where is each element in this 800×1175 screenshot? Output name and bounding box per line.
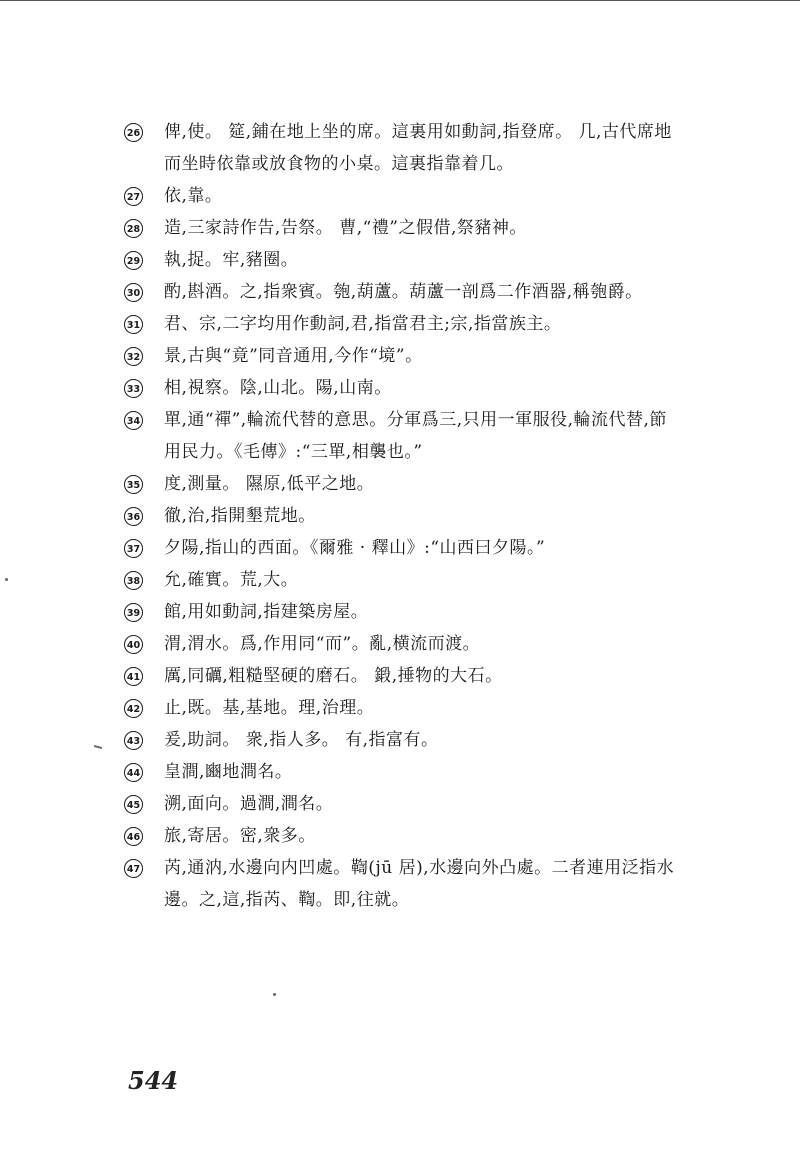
note-item bbox=[124, 212, 684, 244]
note-number: 38 bbox=[124, 571, 143, 590]
note-item bbox=[124, 852, 684, 916]
note-number: 35 bbox=[124, 475, 143, 494]
note-text: 皇澗,豳地澗名。 bbox=[164, 762, 293, 782]
note-text: 徹,治,指開墾荒地。 bbox=[164, 506, 316, 526]
note-number: 27 bbox=[124, 187, 143, 206]
note-item bbox=[124, 820, 684, 852]
note-item bbox=[124, 276, 684, 308]
note-number: 40 bbox=[124, 635, 143, 654]
note-item bbox=[124, 116, 684, 180]
note-item bbox=[124, 244, 684, 276]
note-item bbox=[124, 340, 684, 372]
note-item bbox=[124, 788, 684, 820]
note-number: 45 bbox=[124, 795, 143, 814]
note-item bbox=[124, 628, 684, 660]
note-text: 厲,同礪,粗糙堅硬的磨石。 鍛,捶物的大石。 bbox=[164, 666, 503, 686]
note-item bbox=[124, 500, 684, 532]
note-text: 俾,使。 筵,鋪在地上坐的席。這裏用如動詞,指登席。 几,古代席地而坐時依靠或放食物的小桌。這裏指靠着几。 bbox=[164, 122, 672, 174]
note-text: 允,確實。荒,大。 bbox=[164, 570, 299, 590]
note-text: 造,三家詩作告,告祭。 曹,“禮”之假借,祭豬神。 bbox=[164, 218, 527, 238]
note-item bbox=[124, 404, 684, 468]
note-text: 爰,助詞。 衆,指人多。 有,指富有。 bbox=[164, 730, 439, 750]
note-number: 33 bbox=[124, 379, 143, 398]
page-top-border bbox=[0, 0, 800, 1]
note-item bbox=[124, 532, 684, 564]
note-text: 度,測量。 隰原,低平之地。 bbox=[164, 474, 375, 494]
note-number: 36 bbox=[124, 507, 143, 526]
note-number: 26 bbox=[124, 123, 143, 142]
note-text: 相,視察。陰,山北。陽,山南。 bbox=[164, 378, 392, 398]
note-item bbox=[124, 468, 684, 500]
note-item bbox=[124, 756, 684, 788]
note-text: 旅,寄居。密,衆多。 bbox=[164, 826, 316, 846]
note-number: 31 bbox=[124, 315, 143, 334]
note-number: 43 bbox=[124, 731, 143, 750]
note-number: 37 bbox=[124, 539, 143, 558]
note-text: 渭,渭水。爲,作用同“而”。亂,横流而渡。 bbox=[164, 634, 481, 654]
note-number: 39 bbox=[124, 603, 143, 622]
note-item bbox=[124, 660, 684, 692]
annotation-list bbox=[124, 116, 684, 916]
note-number: 47 bbox=[124, 859, 143, 878]
note-item bbox=[124, 564, 684, 596]
note-text: 止,既。基,基地。理,治理。 bbox=[164, 698, 375, 718]
note-number: 32 bbox=[124, 347, 143, 366]
note-text: 酌,斟酒。之,指衆賓。匏,葫蘆。葫蘆一剖爲二作酒器,稱匏爵。 bbox=[164, 282, 643, 302]
note-item bbox=[124, 596, 684, 628]
note-number: 44 bbox=[124, 763, 143, 782]
note-number: 29 bbox=[124, 251, 143, 270]
note-text: 夕陽,指山的西面。《爾雅 · 釋山》:“山西曰夕陽。” bbox=[164, 538, 546, 558]
note-number: 34 bbox=[124, 411, 143, 430]
note-text: 執,捉。牢,豬圈。 bbox=[164, 250, 299, 270]
note-number: 41 bbox=[124, 667, 143, 686]
note-item bbox=[124, 308, 684, 340]
note-item bbox=[124, 372, 684, 404]
note-number: 46 bbox=[124, 827, 143, 846]
note-text: 館,用如動詞,指建築房屋。 bbox=[164, 602, 369, 622]
note-text: 溯,面向。過澗,澗名。 bbox=[164, 794, 334, 814]
note-item bbox=[124, 180, 684, 212]
note-item bbox=[124, 724, 684, 756]
note-text: 芮,通汭,水邊向内凹處。鞫(jū 居),水邊向外凸處。二者連用泛指水邊。之,這,指芮、鞫。即,往就。 bbox=[164, 858, 675, 910]
note-number: 28 bbox=[124, 219, 143, 238]
note-number: 42 bbox=[124, 699, 143, 718]
note-text: 景,古與“竟”同音通用,今作“境”。 bbox=[164, 346, 423, 366]
note-item bbox=[124, 692, 684, 724]
scan-speck bbox=[5, 578, 8, 581]
scan-speck bbox=[273, 993, 276, 996]
note-number: 30 bbox=[124, 283, 143, 302]
note-text: 單,通“禪”,輪流代替的意思。分軍爲三,只用一軍服役,輪流代替,節用民力。《毛傳》:“三單,相襲也。” bbox=[164, 410, 667, 462]
page-number: 544 bbox=[128, 1066, 179, 1095]
note-text: 依,靠。 bbox=[164, 186, 223, 206]
scan-speck bbox=[94, 745, 102, 749]
note-text: 君、宗,二字均用作動詞,君,指當君主;宗,指當族主。 bbox=[164, 314, 562, 334]
